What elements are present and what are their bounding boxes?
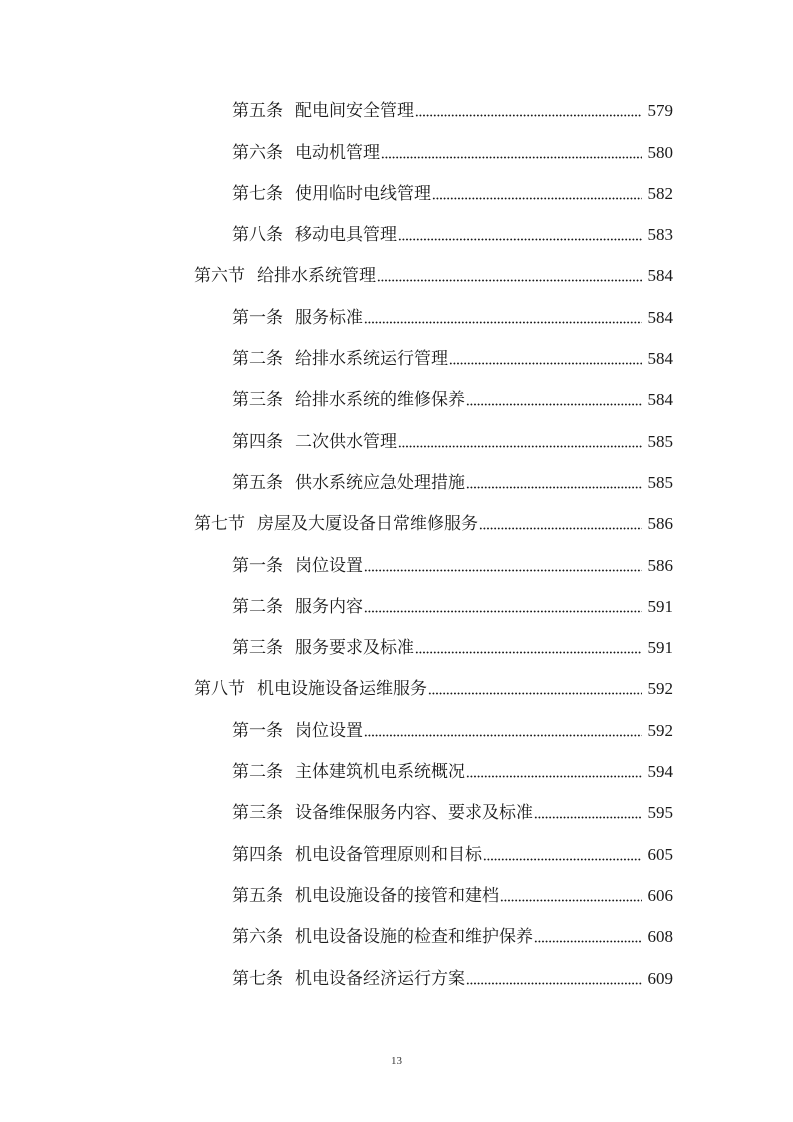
toc-section-entry[interactable]	[0, 667, 793, 708]
toc-entry[interactable]	[0, 337, 793, 378]
toc-entry-title: 房屋及大厦设备日常维修服务	[257, 514, 478, 535]
toc-entry[interactable]	[0, 461, 793, 502]
toc-entry[interactable]	[0, 89, 793, 130]
toc-entry-number: 第一条	[232, 555, 283, 576]
toc-entry-number: 第七节	[194, 514, 245, 535]
dot-leader	[534, 940, 642, 943]
toc-entry[interactable]	[0, 791, 793, 832]
table-of-contents	[0, 89, 793, 998]
dot-leader	[377, 279, 642, 282]
dot-leader	[466, 775, 642, 778]
toc-entry-title: 机电设施设备的接管和建档	[295, 885, 499, 906]
toc-entry-page: 606	[647, 885, 673, 905]
toc-entry-number: 第五条	[232, 472, 283, 493]
toc-entry[interactable]	[0, 832, 793, 873]
dot-leader	[381, 156, 642, 159]
toc-entry-number: 第四条	[232, 431, 283, 452]
toc-entry-page: 605	[647, 844, 673, 864]
dot-leader	[466, 486, 642, 489]
toc-entry-page: 608	[647, 927, 673, 947]
toc-entry[interactable]	[0, 626, 793, 667]
dot-leader	[479, 527, 642, 530]
dot-leader	[466, 982, 642, 985]
toc-entry-page: 584	[647, 390, 673, 410]
toc-entry-number: 第三条	[232, 638, 283, 659]
toc-entry-title: 使用临时电线管理	[295, 183, 431, 204]
dot-leader	[364, 569, 642, 572]
toc-entry[interactable]	[0, 213, 793, 254]
toc-entry[interactable]	[0, 378, 793, 419]
dot-leader	[500, 899, 642, 902]
toc-entry-title: 给排水系统的维修保养	[295, 390, 465, 411]
dot-leader	[415, 651, 642, 654]
toc-entry-page: 594	[647, 762, 673, 782]
toc-entry[interactable]	[0, 295, 793, 336]
toc-entry-number: 第二条	[232, 349, 283, 370]
toc-entry-title: 给排水系统运行管理	[295, 349, 448, 370]
toc-entry-title: 二次供水管理	[295, 431, 397, 452]
toc-entry-title: 机电设备设施的检查和维护保养	[295, 927, 533, 948]
toc-entry-page: 584	[647, 307, 673, 327]
toc-entry-number: 第六条	[232, 927, 283, 948]
toc-entry-page: 591	[647, 596, 673, 616]
dot-leader	[449, 362, 642, 365]
toc-entry-page: 580	[647, 142, 673, 162]
dot-leader	[466, 403, 642, 406]
toc-entry[interactable]	[0, 585, 793, 626]
toc-entry-page: 609	[647, 968, 673, 988]
toc-entry[interactable]	[0, 915, 793, 956]
toc-entry-title: 机电设备经济运行方案	[295, 968, 465, 989]
toc-entry-title: 电动机管理	[295, 142, 380, 163]
toc-entry-number: 第一条	[232, 720, 283, 741]
toc-entry-title: 供水系统应急处理措施	[295, 472, 465, 493]
toc-entry-title: 移动电具管理	[295, 225, 397, 246]
toc-entry-title: 给排水系统管理	[257, 266, 376, 287]
toc-entry-number: 第七条	[232, 183, 283, 204]
toc-entry-page: 583	[647, 225, 673, 245]
dot-leader	[364, 734, 642, 737]
toc-entry-number: 第七条	[232, 968, 283, 989]
toc-entry-title: 服务内容	[295, 596, 363, 617]
toc-entry-title: 服务要求及标准	[295, 638, 414, 659]
dot-leader	[534, 816, 642, 819]
toc-entry[interactable]	[0, 750, 793, 791]
toc-entry-page: 586	[647, 514, 673, 534]
toc-entry[interactable]	[0, 708, 793, 749]
toc-entry-number: 第五条	[232, 885, 283, 906]
toc-entry-number: 第三条	[232, 390, 283, 411]
toc-entry[interactable]	[0, 130, 793, 171]
toc-entry-page: 591	[647, 638, 673, 658]
toc-entry-title: 主体建筑机电系统概况	[295, 762, 465, 783]
toc-entry-number: 第八节	[194, 679, 245, 700]
toc-entry[interactable]	[0, 874, 793, 915]
toc-entry-page: 586	[647, 555, 673, 575]
toc-entry-page: 579	[647, 101, 673, 121]
toc-entry[interactable]	[0, 419, 793, 460]
toc-section-entry[interactable]	[0, 254, 793, 295]
toc-entry-page: 595	[647, 803, 673, 823]
toc-section-entry[interactable]	[0, 502, 793, 543]
toc-entry[interactable]	[0, 172, 793, 213]
toc-entry[interactable]	[0, 543, 793, 584]
dot-leader	[483, 858, 642, 861]
toc-entry-page: 592	[647, 720, 673, 740]
toc-entry-page: 584	[647, 349, 673, 369]
toc-entry-number: 第六条	[232, 142, 283, 163]
toc-entry-number: 第六节	[194, 266, 245, 287]
toc-entry-number: 第二条	[232, 596, 283, 617]
toc-entry-number: 第五条	[232, 101, 283, 122]
toc-entry-page: 585	[647, 472, 673, 492]
dot-leader	[398, 445, 642, 448]
toc-entry-number: 第三条	[232, 803, 283, 824]
dot-leader	[428, 692, 642, 695]
page-number: 13	[391, 1055, 402, 1067]
dot-leader	[415, 114, 642, 117]
dot-leader	[364, 321, 642, 324]
toc-entry-title: 岗位设置	[295, 720, 363, 741]
toc-entry-number: 第二条	[232, 762, 283, 783]
dot-leader	[364, 610, 642, 613]
toc-entry-page: 585	[647, 431, 673, 451]
toc-entry-title: 服务标准	[295, 307, 363, 328]
toc-entry-page: 584	[647, 266, 673, 286]
toc-entry-title: 配电间安全管理	[295, 101, 414, 122]
toc-entry-page: 592	[647, 679, 673, 699]
toc-entry-page: 582	[647, 183, 673, 203]
toc-entry-title: 机电设施设备运维服务	[257, 679, 427, 700]
toc-entry[interactable]	[0, 956, 793, 997]
toc-entry-number: 第八条	[232, 225, 283, 246]
toc-entry-title: 设备维保服务内容、要求及标准	[295, 803, 533, 824]
toc-entry-number: 第四条	[232, 844, 283, 865]
toc-entry-title: 岗位设置	[295, 555, 363, 576]
toc-entry-title: 机电设备管理原则和目标	[295, 844, 482, 865]
dot-leader	[398, 238, 642, 241]
dot-leader	[432, 197, 642, 200]
toc-entry-number: 第一条	[232, 307, 283, 328]
